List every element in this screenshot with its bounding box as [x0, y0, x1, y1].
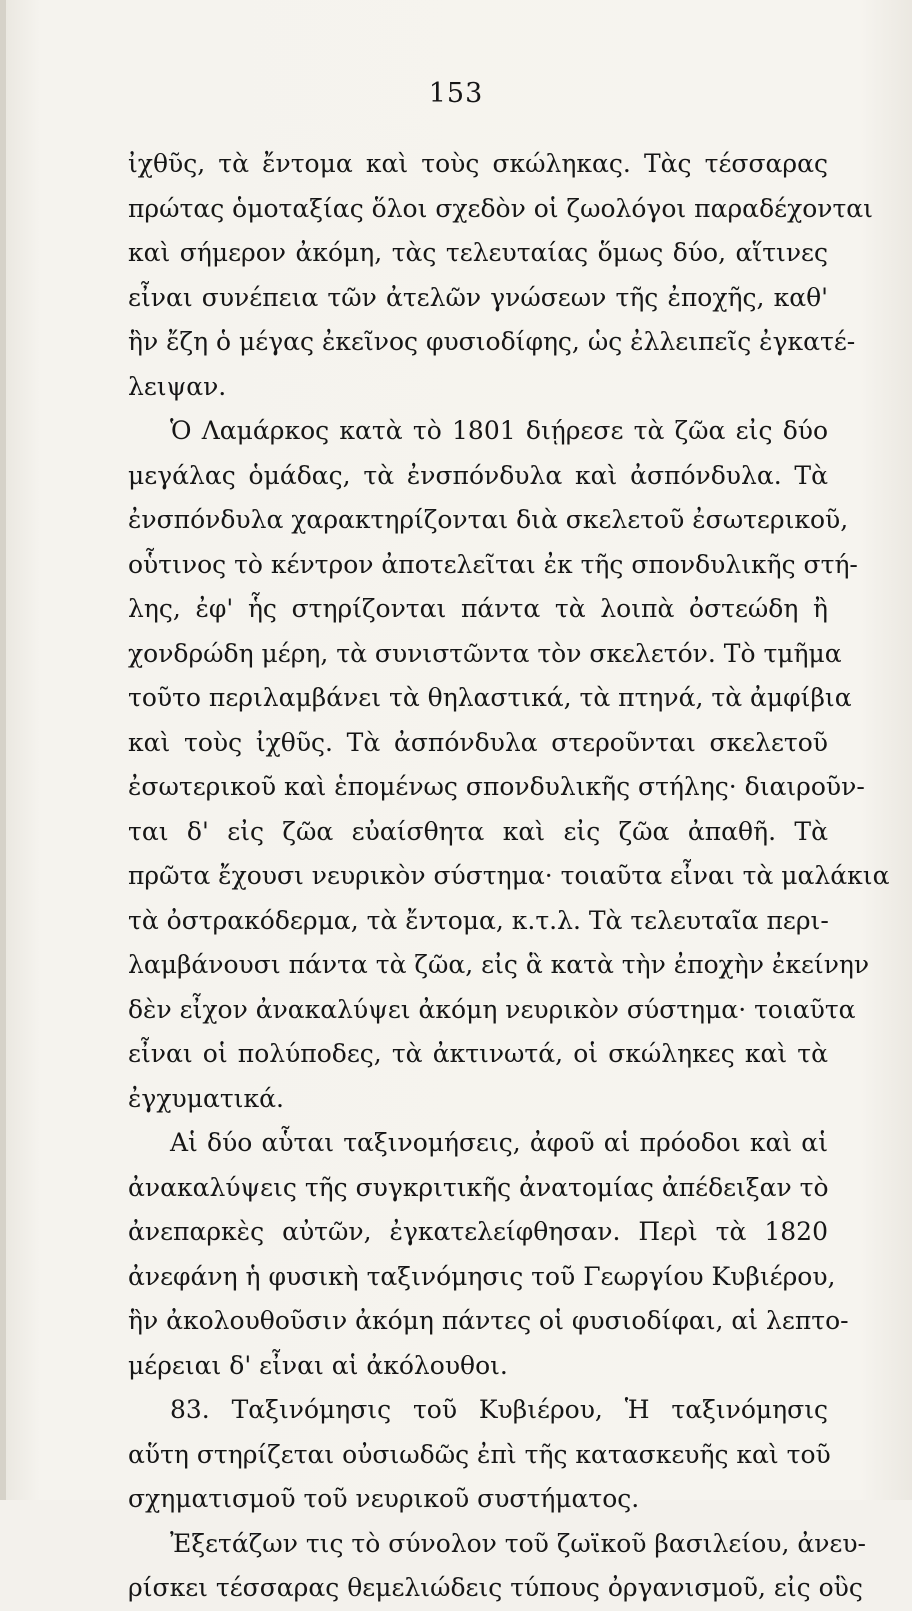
text-line: ἀνεφάνη ἡ φυσικὴ ταξινόμησις τοῦ Γεωργίου Κυβιέρου,	[128, 1261, 836, 1291]
text-line: πρώτας ὁμοταξίας ὅλοι σχεδὸν οἱ ζωολόγοι παραδέχονται	[128, 193, 873, 223]
text-line: ἣν ἔζη ὁ μέγας ἐκεῖνος φυσιοδίφης, ὡς ἐλλειπεῖς ἐγκατέ-	[128, 327, 856, 356]
text-line: τοῦτο περιλαμβάνει τὰ θηλαστικά, τὰ πτηνά, τὰ ἀμφίβια	[128, 683, 852, 712]
text-line: οὗτινος τὸ κέντρον ἀποτελεῖται ἐκ τῆς σπονδυλικῆς στή-	[128, 549, 858, 579]
text-line: μεγάλας ὁμάδας, τὰ ἐνσπόνδυλα καὶ ἀσπόνδυλα. Τὰ	[128, 460, 828, 490]
text-line: δὲν εἶχον ἀνακαλύψει ἀκόμη νευρικὸν σύστημα· τοιαῦτα	[128, 994, 856, 1024]
text-line: λειψαν.	[128, 371, 227, 401]
text-line: 83. Ταξινόμησις τοῦ Κυβιέρου, Ἡ ταξινόμησις	[170, 1395, 828, 1424]
text-line: ἐγχυματικά.	[128, 1083, 284, 1113]
text-line: Αἱ δύο αὗται ταξινομήσεις, ἀφοῦ αἱ πρόοδοι καὶ αἱ	[170, 1128, 828, 1157]
text-line: ἀνεπαρκὲς αὐτῶν, ἐγκατελείφθησαν. Περὶ τὰ 1820	[128, 1217, 828, 1246]
text-line: ἣν ἀκολουθοῦσιν ἀκόμη πάντες οἱ φυσιοδίφαι, αἱ λεπτο-	[128, 1306, 849, 1335]
text-line: ἐνσπόνδυλα χαρακτηρίζονται διὰ σκελετοῦ ἐσωτερικοῦ,	[128, 505, 849, 534]
page-edge	[0, 0, 6, 1500]
body-text	[128, 142, 890, 1611]
text-line: σχηματισμοῦ τοῦ νευρικοῦ συστήματος.	[128, 1484, 640, 1513]
text-line: λης, ἐφ' ἧς στηρίζονται πάντα τὰ λοιπὰ ὀστεώδη ἢ	[128, 594, 828, 623]
text-line: εἶναι συνέπεια τῶν ἀτελῶν γνώσεων τῆς ἐποχῆς, καθ'	[128, 282, 828, 312]
text-line: ἀνακαλύψεις τῆς συγκριτικῆς ἀνατομίας ἀπέδειξαν τὸ	[128, 1172, 829, 1202]
text-line: εἶναι οἱ πολύποδες, τὰ ἀκτινωτά, οἱ σκώληκες καὶ τὰ	[128, 1039, 828, 1068]
text-line: αὕτη στηρίζεται οὐσιωδῶς ἐπὶ τῆς κατασκευῆς καὶ τοῦ	[128, 1439, 831, 1469]
page-number: 153	[428, 78, 484, 109]
text-line: Ἐξετάζων τις τὸ σύνολον τοῦ ζωϊκοῦ βασιλείου, ἀνευ-	[170, 1528, 867, 1558]
text-line: τὰ ὀστρακόδερμα, τὰ ἔντομα, κ.τ.λ. Τὰ τελευταῖα περι-	[128, 905, 829, 935]
text-line: ται δ' εἰς ζῶα εὐαίσθητα καὶ εἰς ζῶα ἀπαθῆ. Τὰ	[128, 816, 828, 846]
text-line: ρίσκει τέσσαρας θεμελιώδεις τύπους ὀργανισμοῦ, εἰς οὓς	[128, 1573, 863, 1602]
text-line: μέρειαι δ' εἶναι αἱ ἀκόλουθοι.	[128, 1350, 508, 1380]
text-line: πρῶτα ἔχουσι νευρικὸν σύστημα· τοιαῦτα εἶναι τὰ μαλάκια	[128, 861, 890, 890]
text-line: λαμβάνουσι πάντα τὰ ζῶα, εἰς ἃ κατὰ τὴν ἐποχὴν ἐκείνην	[128, 950, 870, 979]
text-line: χονδρώδη μέρη, τὰ συνιστῶντα τὸν σκελετόν. Τὸ τμῆμα	[128, 638, 842, 668]
text-line: ἐσωτερικοῦ καὶ ἑπομένως σπονδυλικῆς στήλης· διαιροῦν-	[128, 772, 865, 801]
text-line: καὶ σήμερον ἀκόμη, τὰς τελευταίας ὅμως δύο, αἵτινες	[128, 238, 828, 267]
text-line: ἰχθῦς, τὰ ἔντομα καὶ τοὺς σκώληκας. Τὰς τέσσαρας	[128, 149, 828, 178]
text-line: Ὁ Λαμάρκος κατὰ τὸ 1801 διῄρεσε τὰ ζῶα εἰς δύο	[170, 416, 828, 445]
text-line: καὶ τοὺς ἰχθῦς. Τὰ ἀσπόνδυλα στεροῦνται σκελετοῦ	[128, 727, 828, 757]
